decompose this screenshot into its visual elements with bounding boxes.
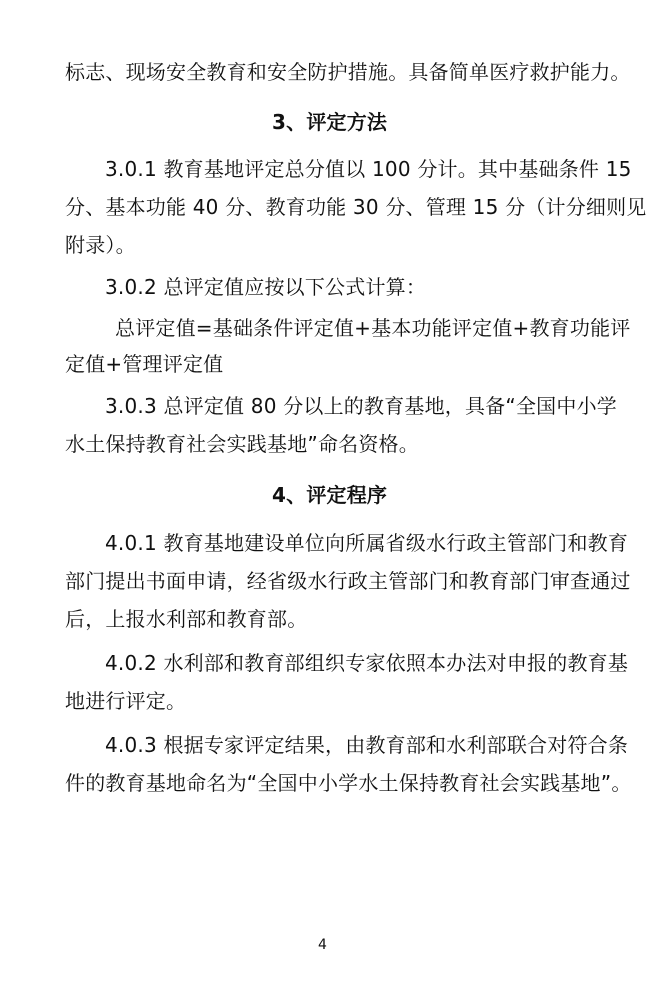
- clause-3-0-2: 3.0.2 总评定值应按以下公式计算：: [105, 275, 427, 299]
- clause-4-0-3-line-1: 4.0.3 根据专家评定结果，由教育部和水利部联合对符合条: [105, 733, 629, 757]
- clause-3-0-1-line-2: 分、基本功能 40 分、教育功能 30 分、管理 15 分（计分细则见: [65, 195, 647, 219]
- clause-4-0-2-line-1: 4.0.2 水利部和教育部组织专家依照本办法对申报的教育基: [105, 651, 629, 675]
- clause-4-0-2-line-2: 地进行评定。: [65, 689, 187, 713]
- clause-3-0-1-line-3: 附录）。: [65, 233, 136, 257]
- page-number: 4: [318, 937, 328, 953]
- section-4-heading: 4、评定程序: [272, 483, 388, 507]
- paragraph-tail: 标志、现场安全教育和安全防护措施。具备简单医疗救护能力。: [65, 60, 631, 84]
- clause-3-0-3-line-2: 水土保持教育社会实践基地”命名资格。: [65, 432, 419, 456]
- formula-line-2: 定值+管理评定值: [65, 352, 224, 376]
- clause-4-0-3-line-2: 件的教育基地命名为“全国中小学水土保持教育社会实践基地”。: [65, 771, 632, 795]
- clause-3-0-3-line-1: 3.0.3 总评定值 80 分以上的教育基地，具备“全国中小学: [105, 394, 617, 418]
- clause-3-0-1-line-1: 3.0.1 教育基地评定总分值以 100 分计。其中基础条件 15: [105, 157, 632, 181]
- section-3-heading: 3、评定方法: [272, 110, 388, 134]
- clause-4-0-1-line-2: 部门提出书面申请，经省级水行政主管部门和教育部门审查通过: [65, 569, 631, 593]
- clause-4-0-1-line-3: 后，上报水利部和教育部。: [65, 607, 308, 631]
- clause-4-0-1-line-1: 4.0.1 教育基地建设单位向所属省级水行政主管部门和教育: [105, 531, 629, 555]
- formula-line-1: 总评定值=基础条件评定值+基本功能评定值+教育功能评: [115, 316, 631, 340]
